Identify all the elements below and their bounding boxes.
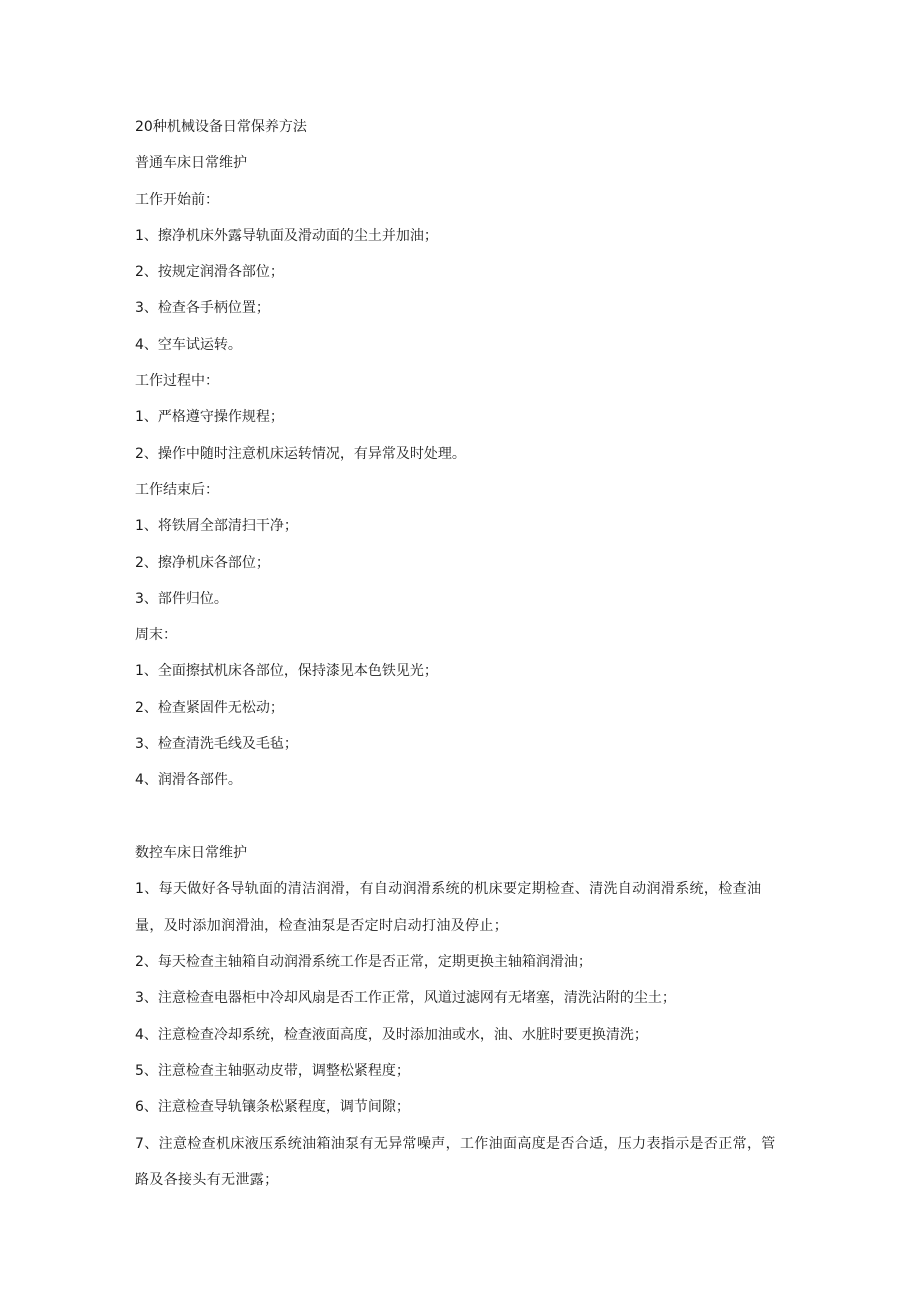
subheading-during-work: 工作过程中：	[135, 373, 219, 390]
subheading-after-work: 工作结束后：	[135, 481, 219, 498]
list-item: 1、将铁屑全部清扫干净；	[135, 518, 298, 535]
list-item: 3、检查清洗毛线及毛毡；	[135, 736, 298, 753]
list-item: 1、全面擦拭机床各部位，保持漆见本色铁见光；	[135, 663, 438, 680]
subheading-weekend: 周末：	[135, 627, 177, 644]
list-item: 5、注意检查主轴驱动皮带，调整松紧程度；	[135, 1063, 410, 1080]
list-item: 2、擦净机床各部位；	[135, 554, 270, 571]
document-body	[135, 116, 785, 1206]
list-item: 4、注意检查冷却系统，检查液面高度，及时添加油或水，油、水脏时要更换清洗；	[135, 1026, 648, 1043]
list-item: 2、每天检查主轴箱自动润滑系统工作是否正常，定期更换主轴箱润滑油；	[135, 954, 592, 971]
list-item: 4、空车试运转。	[135, 336, 242, 353]
document-title: 20种机械设备日常保养方法	[135, 119, 307, 135]
section-heading-cnc-lathe: 数控车床日常维护	[135, 844, 247, 861]
list-item: 2、按规定润滑各部位；	[135, 264, 284, 281]
list-item: 6、注意检查导轨镶条松紧程度，调节间隙；	[135, 1099, 410, 1116]
list-item	[135, 871, 785, 944]
list-item	[135, 1126, 785, 1199]
list-item-text: 7、注意检查机床液压系统油箱油泵有无异常噪声，工作油面高度是否合适，压力表指示是否正常，管路及各接头有无泄露；	[135, 1135, 776, 1188]
blank-line	[135, 806, 785, 828]
list-item: 2、检查紧固件无松动；	[135, 699, 284, 716]
list-item: 3、部件归位。	[135, 590, 228, 607]
list-item: 3、注意检查电器柜中冷却风扇是否工作正常，风道过滤网有无堵塞，清洗沾附的尘土；	[135, 990, 676, 1007]
list-item: 2、操作中随时注意机床运转情况，有异常及时处理。	[135, 445, 466, 462]
list-item: 1、严格遵守操作规程；	[135, 409, 284, 426]
list-item: 4、润滑各部件。	[135, 772, 242, 789]
list-item: 3、检查各手柄位置；	[135, 300, 270, 317]
section-heading-lathe: 普通车床日常维护	[135, 155, 247, 172]
list-item-text: 1、每天做好各导轨面的清洁润滑，有自动润滑系统的机床要定期检查、清洗自动润滑系统，检查油量，及时添加润滑油，检查油泵是否定时启动打油及停止；	[135, 881, 762, 934]
subheading-before-work: 工作开始前：	[135, 191, 219, 208]
list-item: 1、擦净机床外露导轨面及滑动面的尘土并加油；	[135, 227, 438, 244]
